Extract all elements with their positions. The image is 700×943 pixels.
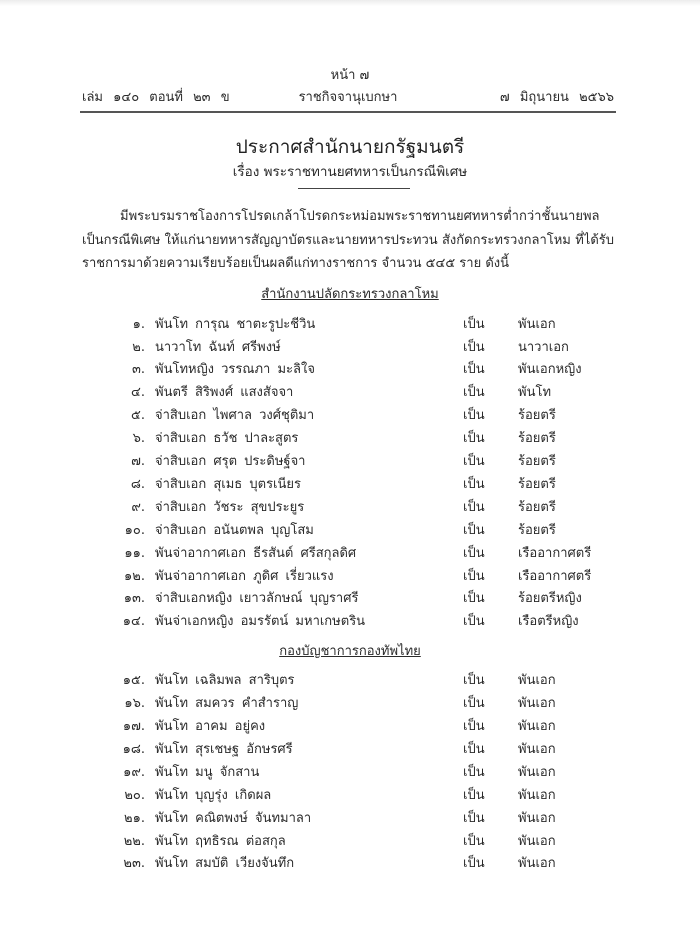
entry-name: พันตรี สิริพงศ์ แสงสัจจา (155, 385, 294, 400)
entry-connector: เป็น (463, 431, 485, 446)
entry-name: พันโท เฉลิมพล สาริบุตร (155, 673, 295, 688)
entry-new-rank: พันเอก (518, 788, 556, 803)
entry-name: พันจ่าอากาศเอก ธีรสันต์ ศรีสกุลดิศ (155, 546, 357, 561)
announcement-subject: เรื่อง พระราชทานยศทหารเป็นกรณีพิเศษ (232, 164, 468, 180)
subject-divider (298, 188, 410, 189)
entry-new-rank: พันเอก (518, 834, 556, 849)
entry-connector: เป็น (463, 317, 485, 332)
entry-connector: เป็น (463, 614, 485, 629)
entry-new-rank: พันเอก (518, 765, 556, 780)
entry-number: ๑๕. (122, 673, 145, 688)
entry-new-rank: พันเอก (518, 742, 556, 757)
entry-number: ๒๓. (123, 856, 145, 871)
entry-name: พันโท ฤทธิรณ ต่อสกุล (155, 834, 286, 849)
entry-number: ๒๑. (124, 811, 145, 826)
entry-connector: เป็น (463, 834, 485, 849)
entry-number: ๑. (132, 317, 145, 332)
entry-new-rank: ร้อยตรี (518, 408, 556, 423)
entry-name: พันโท การุณ ชาตะรูปะชีวิน (155, 317, 316, 332)
list-item (0, 542, 700, 564)
list-item (0, 852, 700, 874)
entry-new-rank: เรืออากาศตรี (518, 569, 592, 584)
entry-connector: เป็น (463, 362, 485, 377)
entry-number: ๒๒. (123, 834, 145, 849)
entry-name: พันโท สมบัติ เวียงจันทึก (155, 856, 295, 871)
entry-connector: เป็น (463, 477, 485, 492)
list-item (0, 473, 700, 495)
entry-connector: เป็น (463, 454, 485, 469)
top-edge-shadow (0, 0, 700, 6)
list-item (0, 738, 700, 760)
entry-connector: เป็น (463, 500, 485, 515)
entry-number: ๑๙. (123, 765, 145, 780)
entry-connector: เป็น (463, 788, 485, 803)
entry-new-rank: เรืออากาศตรี (518, 546, 592, 561)
entry-connector: เป็น (463, 673, 485, 688)
entry-number: ๕. (131, 408, 145, 423)
entry-number: ๑๐. (124, 523, 145, 538)
entry-new-rank: ร้อยตรี (518, 500, 556, 515)
entry-name: จ่าสิบเอก อนันตพล บุญโสม (155, 523, 314, 538)
entry-number: ๑๘. (122, 742, 145, 757)
entry-new-rank: พันเอก (518, 719, 556, 734)
list-item (0, 404, 700, 426)
section-heading-office-of-permanent-secretary: สำนักงานปลัดกระทรวงกลาโหม (261, 287, 439, 302)
volume-issue: เล่ม ๑๔๐ ตอนที่ ๒๓ ข (82, 90, 230, 105)
entry-new-rank: ร้อยตรี (518, 431, 556, 446)
entry-new-rank: พันเอก (518, 696, 556, 711)
list-item (0, 450, 700, 472)
publication-name: ราชกิจจานุเบกษา (298, 90, 398, 105)
list-item (0, 565, 700, 587)
list-item (0, 427, 700, 449)
entry-number: ๔. (131, 385, 145, 400)
list-item (0, 336, 700, 358)
entry-new-rank: ร้อยตรีหญิง (518, 591, 582, 606)
entry-connector: เป็น (463, 408, 485, 423)
entry-new-rank: พันเอก (518, 856, 556, 871)
entry-new-rank: พันเอก (518, 811, 556, 826)
list-item (0, 358, 700, 380)
entry-number: ๘. (130, 477, 145, 492)
entry-new-rank: พันโท (518, 385, 552, 400)
entry-name: จ่าสิบเอก วัชระ สุขประยูร (155, 500, 305, 515)
entry-name: จ่าสิบเอกหญิง เยาวลักษณ์ บุญราศรี (155, 591, 359, 606)
entry-new-rank: ร้อยตรี (518, 454, 556, 469)
publication-date: ๗ มิถุนายน ๒๕๖๖ (499, 90, 614, 105)
entry-name: จ่าสิบเอก ศรุต ประดิษฐ์จา (155, 454, 306, 469)
entry-number: ๑๔. (122, 614, 145, 629)
entry-number: ๑๗. (122, 719, 145, 734)
list-item (0, 715, 700, 737)
entry-new-rank: พันเอก (518, 673, 556, 688)
entry-number: ๑๖. (124, 696, 145, 711)
list-item (0, 313, 700, 335)
entry-connector: เป็น (463, 765, 485, 780)
entry-name: พันโท สุรเชษฐ อักษรศรี (155, 742, 293, 757)
entry-number: ๒๐. (124, 788, 145, 803)
entry-name: พันจ่าเอกหญิง อมรรัตน์ มหาเกษตริน (155, 614, 366, 629)
entry-name: พันโท มนู จักสาน (155, 765, 260, 780)
entry-number: ๗. (131, 454, 145, 469)
entry-connector: เป็น (463, 385, 485, 400)
list-item (0, 784, 700, 806)
entry-new-rank: ร้อยตรี (518, 523, 556, 538)
entry-new-rank: เรือตรีหญิง (518, 614, 579, 629)
entry-number: ๖. (132, 431, 145, 446)
page-number: หน้า ๗ (330, 68, 370, 83)
entry-name: พันโท คณิตพงษ์ จันทมาลา (155, 811, 312, 826)
entry-name: พันโท สมควร คำสำราญ (155, 696, 299, 711)
list-item (0, 807, 700, 829)
entry-number: ๙. (131, 500, 145, 515)
list-item (0, 496, 700, 518)
entry-connector: เป็น (463, 811, 485, 826)
list-item (0, 587, 700, 609)
list-item (0, 519, 700, 541)
entry-name: จ่าสิบเอก ธวัช ปาละสูตร (155, 431, 299, 446)
list-item (0, 692, 700, 714)
header-divider (80, 111, 616, 113)
list-item (0, 381, 700, 403)
entry-name: พันโทหญิง วรรณภา มะลิใจ (155, 362, 315, 377)
section-heading-royal-thai-armed-forces-hq: กองบัญชาการกองทัพไทย (279, 644, 421, 659)
entry-number: ๑๑. (124, 546, 145, 561)
entry-name: พันโท อาคม อยู่คง (155, 719, 266, 734)
announcement-title: ประกาศสำนักนายกรัฐมนตรี (235, 136, 465, 158)
entry-name: นาวาโท ฉันท์ ศรีพงษ์ (155, 340, 281, 355)
entry-connector: เป็น (463, 696, 485, 711)
list-item (0, 610, 700, 632)
entry-number: ๓. (131, 362, 145, 377)
entry-number: ๑๓. (123, 591, 145, 606)
entry-new-rank: พันเอกหญิง (518, 362, 582, 377)
entry-number: ๒. (132, 340, 145, 355)
entry-name: จ่าสิบเอก สุเมธ บุตรเนียร (155, 477, 301, 492)
entry-connector: เป็น (463, 340, 485, 355)
list-item (0, 669, 700, 691)
entry-connector: เป็น (463, 742, 485, 757)
entry-name: จ่าสิบเอก ไพศาล วงศ์ชุติมา (155, 408, 315, 423)
entry-new-rank: ร้อยตรี (518, 477, 556, 492)
announcement-body: มีพระบรมราชโองการโปรดเกล้าโปรดกระหม่อมพระราชทานยศทหารต่ำกว่าชั้นนายพล เป็นกรณีพิเศษ ให้แก่นายทหารสัญญาบัตรและนายทหารประทวน สังกัดกระทรวงกลาโหม ที่ได้รับราชการมาด้วยความเรียบร้อยเป็นผลดีแก่ทางราชการ จำนวน ๕๔๕ ราย ดังนี้ (82, 209, 614, 271)
entry-connector: เป็น (463, 719, 485, 734)
gazette-header (82, 86, 614, 108)
entry-connector: เป็น (463, 569, 485, 584)
entry-connector: เป็น (463, 546, 485, 561)
entry-connector: เป็น (463, 523, 485, 538)
list-item (0, 830, 700, 852)
entry-name: พันโท บุญรุ่ง เกิดผล (155, 788, 272, 803)
entry-connector: เป็น (463, 856, 485, 871)
entry-name: พันจ่าอากาศเอก ภูดิศ เรี่ยวแรง (155, 569, 334, 584)
list-item (0, 761, 700, 783)
entry-connector: เป็น (463, 591, 485, 606)
entry-new-rank: พันเอก (518, 317, 556, 332)
entry-new-rank: นาวาเอก (518, 340, 569, 355)
entry-number: ๑๒. (124, 569, 145, 584)
